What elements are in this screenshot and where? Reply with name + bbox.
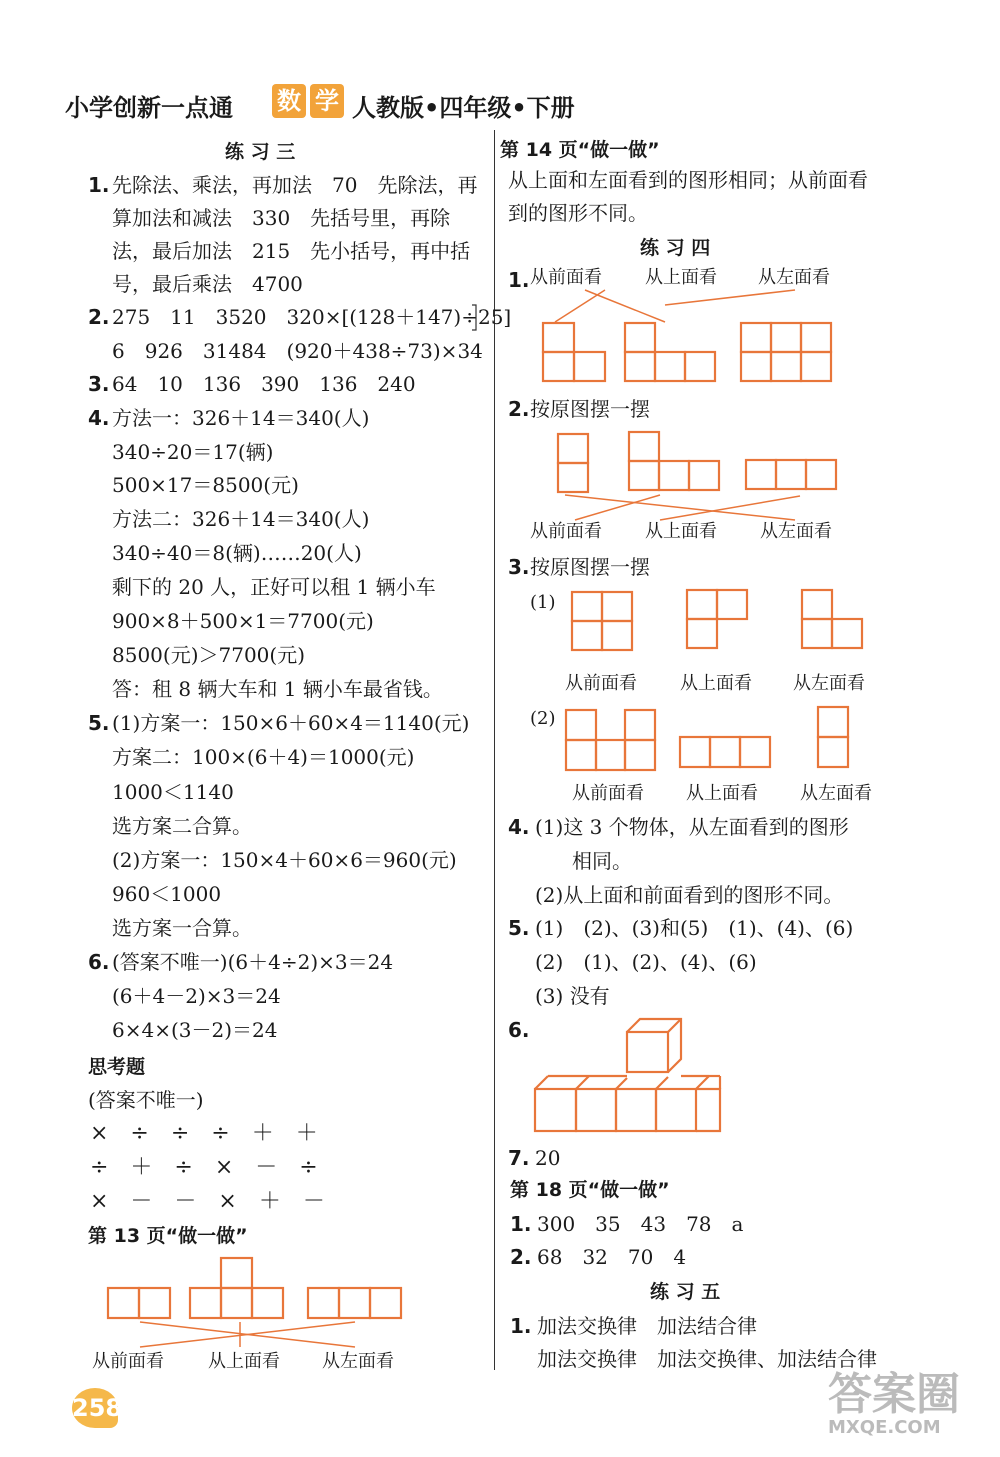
q1-front-view	[543, 323, 605, 381]
answer-line: (2)从上面和前面看到的图形不同。	[535, 883, 844, 907]
view-label: 从上面看	[208, 1351, 280, 1372]
view-label: 从前面看	[565, 673, 637, 694]
answer-line: 按原图摆一摆	[530, 555, 650, 579]
answer-line: 6×4×(3－2)＝24	[112, 1018, 278, 1042]
q1-top-view	[625, 323, 715, 381]
ops-row-3: × － － × ＋ －	[90, 1189, 325, 1214]
answer-line: 法，最后加法 215 先小括号，再中括	[112, 239, 471, 263]
view-label: 从上面看	[645, 267, 717, 288]
answer-line: (6＋4－2)×3＝24	[112, 984, 281, 1008]
answer-line: 340÷20＝17(辆)	[112, 440, 274, 464]
watermark-url: MXQE.COM	[828, 1417, 941, 1438]
q3-2-top-view	[680, 737, 770, 767]
q-num: 1.	[510, 1314, 532, 1338]
p13-front-view	[108, 1288, 170, 1318]
q-num: 2.	[508, 397, 530, 421]
p13-title: 第 13 页“做一做”	[88, 1225, 248, 1247]
answer-line: 加法交换律 加法交换律、加法结合律	[537, 1347, 877, 1371]
view-label: 从前面看	[572, 783, 644, 804]
q-num: 2.	[88, 305, 110, 329]
watermark-logo-text: 答案圈	[828, 1369, 960, 1420]
answer-line: 选方案一合算。	[112, 916, 252, 940]
answer-line: 算加法和减法 330 先括号里，再除	[112, 206, 451, 230]
q-num: 1.	[510, 1212, 532, 1236]
answer-line: 相同。	[572, 849, 632, 873]
q-num: 6.	[88, 950, 110, 974]
view-label: 从左面看	[322, 1351, 394, 1372]
q-num: 1.	[88, 173, 110, 197]
p18-title: 第 18 页“做一做”	[510, 1179, 670, 1201]
q1-connector-lines	[555, 290, 795, 322]
section-title-5: 练 习 五	[650, 1281, 721, 1303]
answer-line: (2) (1)、(2)、(4)、(6)	[535, 950, 757, 974]
answer-line: 到的图形不同。	[508, 201, 648, 225]
p13-connector-lines	[140, 1322, 355, 1347]
q3-1-top-view	[687, 590, 747, 648]
answer-line: 340÷40＝8(辆)……20(人)	[112, 541, 362, 565]
answer-line: 500×17＝8500(元)	[112, 473, 299, 497]
answer-line: (1) (2)、(3)和(5) (1)、(4)、(6)	[535, 916, 854, 940]
view-label: 从左面看	[760, 521, 832, 542]
view-label: 从前面看	[530, 521, 602, 542]
q2-top-view	[629, 432, 719, 490]
q-num: 4.	[88, 406, 110, 430]
p13-top-view	[190, 1258, 283, 1318]
answer-line: 从上面和左面看到的图形相同；从前面看	[508, 168, 868, 192]
view-label: 从前面看	[530, 267, 602, 288]
q2-front-view	[558, 434, 588, 492]
answer-line: 方案二：100×(6＋4)＝1000(元)	[112, 745, 415, 769]
q-num: 1.	[508, 268, 530, 292]
answer-line: 加法交换律 加法结合律	[537, 1314, 757, 1338]
view-label: 从左面看	[800, 783, 872, 804]
q-num: 4.	[508, 815, 530, 839]
page-number: 258	[72, 1388, 118, 1428]
answer-line: 答：租 8 辆大车和 1 辆小车最省钱。	[112, 677, 443, 701]
q-num: 5.	[88, 711, 110, 735]
ops-row-2: ÷ ＋ ÷ × － ÷	[90, 1155, 318, 1180]
answer-line: 960＜1000	[112, 882, 222, 906]
section-title-3: 练 习 三	[225, 141, 296, 163]
q3-2-left-view	[818, 707, 848, 767]
view-label: 从左面看	[793, 673, 865, 694]
subject-badge-2: 学	[310, 84, 344, 118]
answer-line: 选方案二合算。	[112, 814, 252, 838]
answer-line: 先除法、乘法，再加法 70 先除法，再	[112, 173, 478, 197]
p13-left-view	[308, 1288, 401, 1318]
q-num: 3.	[508, 555, 530, 579]
q2-connector-lines	[565, 495, 800, 520]
q3-1-left-view	[802, 590, 862, 648]
answer-line: (2)方案一：150×4＋60×6＝960(元)	[112, 848, 457, 872]
ops-row-1: × ÷ ÷ ÷ ＋ ＋	[90, 1121, 318, 1146]
answer-line: (答案不唯一)(6＋4÷2)×3＝24	[112, 950, 394, 974]
answer-line: 900×8＋500×1＝7700(元)	[112, 609, 374, 633]
answer-line: 方法一：326＋14＝340(人)	[112, 406, 370, 430]
answer-line: 6 926 31484 (920＋438÷73)×34	[112, 339, 483, 363]
watermark	[828, 1369, 960, 1438]
view-label: 从上面看	[686, 783, 758, 804]
view-label: 从上面看	[680, 673, 752, 694]
subject-badge-1: 数	[272, 84, 306, 118]
answer-line: 300 35 43 78 a	[537, 1212, 744, 1236]
q-num: 6.	[508, 1018, 530, 1042]
q3-2-front-view	[566, 710, 655, 770]
answer-line: (1)方案一：150×6＋60×4＝1140(元)	[112, 711, 470, 735]
think-title: 思考题	[88, 1056, 146, 1078]
answer-line: 剩下的 20 人，正好可以租 1 辆小车	[112, 575, 436, 599]
book-title: 小学创新一点通	[65, 94, 233, 122]
p14-title: 第 14 页“做一做”	[500, 139, 660, 161]
answer-line: 按原图摆一摆	[530, 397, 650, 421]
answer-line: 号，最后乘法 4700	[112, 272, 303, 296]
q-num: 7.	[508, 1146, 530, 1170]
view-label: 从前面看	[92, 1351, 164, 1372]
q2-left-view	[746, 460, 836, 489]
view-label: 从左面看	[758, 267, 830, 288]
q-num: 2.	[510, 1245, 532, 1269]
edition-label: 人教版•四年级•下册	[352, 94, 575, 122]
answer-line: 1000＜1140	[112, 780, 234, 804]
sub-label: (1)	[530, 592, 556, 613]
answer-line: 68 32 70 4	[537, 1245, 687, 1269]
q-num: 5.	[508, 916, 530, 940]
view-label: 从上面看	[645, 521, 717, 542]
sub-label: (2)	[530, 708, 556, 729]
q-num: 3.	[88, 372, 110, 396]
answer-line: 方法二：326＋14＝340(人)	[112, 507, 370, 531]
q3-1-front-view	[572, 592, 632, 650]
q6-cube-figure	[535, 1019, 720, 1131]
answer-line: (3) 没有	[535, 984, 610, 1008]
answer-line: (1)这 3 个物体，从左面看到的图形	[535, 815, 849, 839]
answer-line: 20	[535, 1146, 561, 1170]
answer-line: 275 11 3520 320×[(128＋147)÷25]	[112, 305, 512, 329]
answer-line: (答案不唯一)	[88, 1088, 204, 1112]
q1-left-view	[741, 323, 831, 381]
answer-line: 64 10 136 390 136 240	[112, 372, 416, 396]
section-title-4: 练 习 四	[640, 237, 711, 259]
answer-line: 8500(元)＞7700(元)	[112, 643, 306, 667]
